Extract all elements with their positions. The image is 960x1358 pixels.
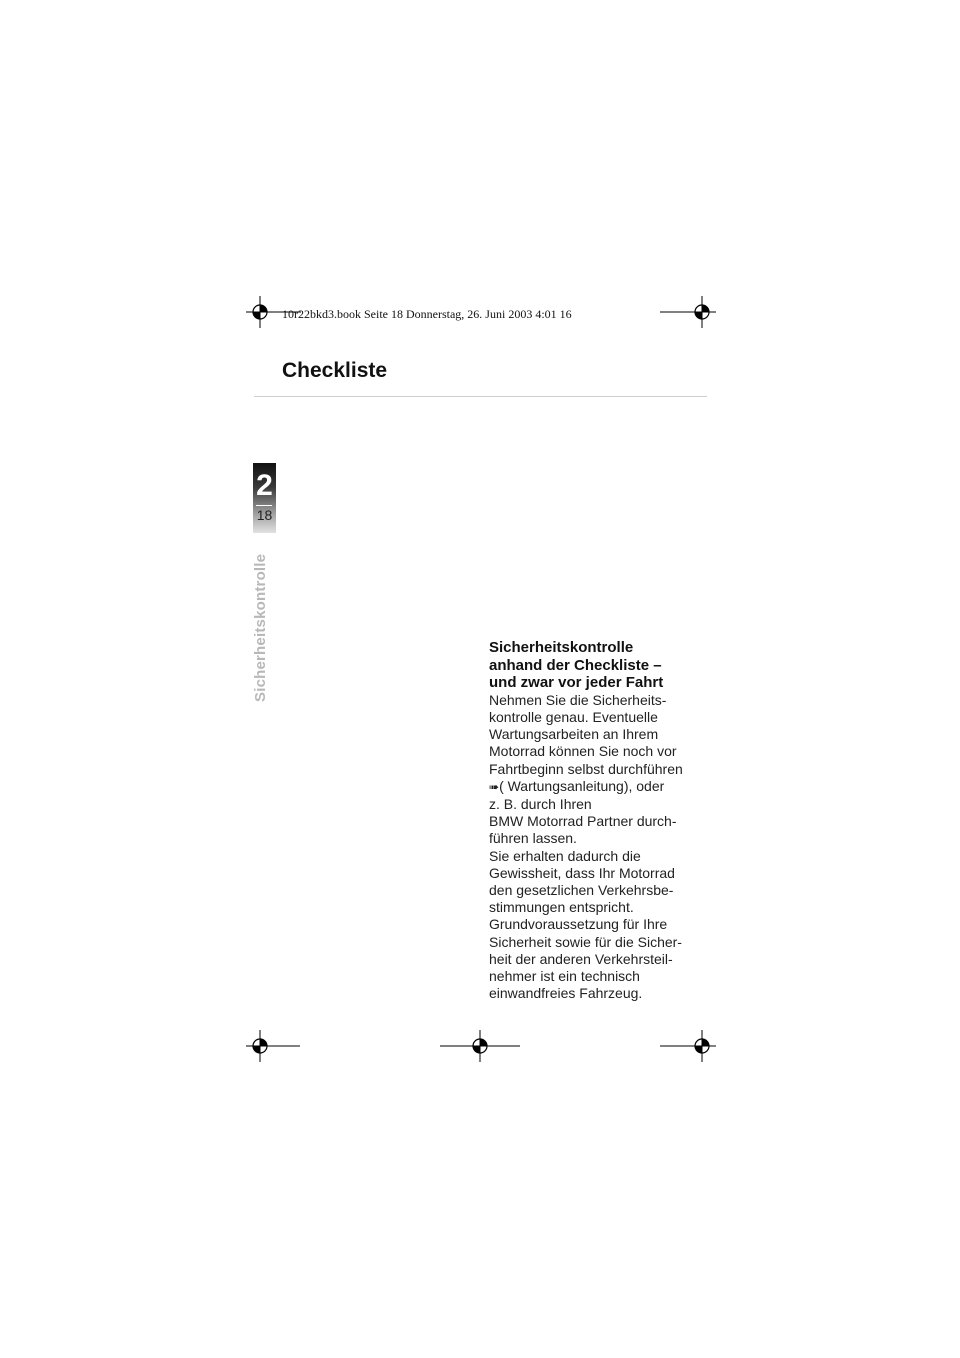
registration-mark-bottom-left [246,1030,302,1062]
section-body [489,692,704,1003]
body-line: Wartungsarbeiten an Ihrem [489,726,659,743]
reference-text: ( Wartungsanleitung), oder [499,777,665,794]
section-content [489,639,704,1002]
body-line: Fahrtbeginn selbst durchführen [489,760,683,777]
heading-line: und zwar vor jeder Fahrt [489,674,664,692]
body-line: den gesetzlichen Verkehrsbe- [489,882,674,899]
body-line: Motorrad können Sie noch vor [489,743,677,760]
body-line: z. B. durch Ihren [489,796,592,812]
body-line: BMW Motorrad Partner durch- [489,813,677,830]
body-line: Grundvoraussetzung für Ihre [489,916,668,933]
registration-mark-bottom-center [440,1030,520,1062]
body-line: nehmer ist ein technisch [489,968,640,985]
registration-mark-top-right [660,296,716,328]
registration-mark-bottom-right [660,1030,716,1062]
body-line: stimmungen entspricht. [489,899,634,916]
body-line: Sie erhalten dadurch die [489,847,641,864]
section-heading [489,639,704,692]
title-divider [254,396,707,397]
body-line: einwandfreies Fahrzeug. [489,985,643,1002]
body-line-reference [489,778,704,796]
chapter-tab-divider [256,505,272,506]
body-line: führen lassen. [489,830,577,847]
body-line: Gewissheit, dass Ihr Motorrad [489,864,675,881]
body-line: kontrolle genau. Eventuelle [489,708,658,725]
page-title: Checkliste [282,359,388,382]
body-line: Nehmen Sie die Sicherheits- [489,691,667,708]
chapter-number: 2 [256,469,273,502]
page-number: 18 [256,507,273,523]
reference-arrow-icon: ➠ [489,779,500,794]
heading-line: Sicherheitskontrolle [489,639,634,656]
chapter-side-label: Sicherheitskontrolle [252,553,269,702]
heading-line: anhand der Checkliste – [489,656,662,674]
print-info-header: 10r22bkd3.book Seite 18 Donnerstag, 26. Juni 2003 4:01 16 [282,307,572,321]
body-line: Sicherheit sowie für die Sicher- [489,933,682,950]
body-line: heit der anderen Verkehrsteil- [489,950,673,967]
